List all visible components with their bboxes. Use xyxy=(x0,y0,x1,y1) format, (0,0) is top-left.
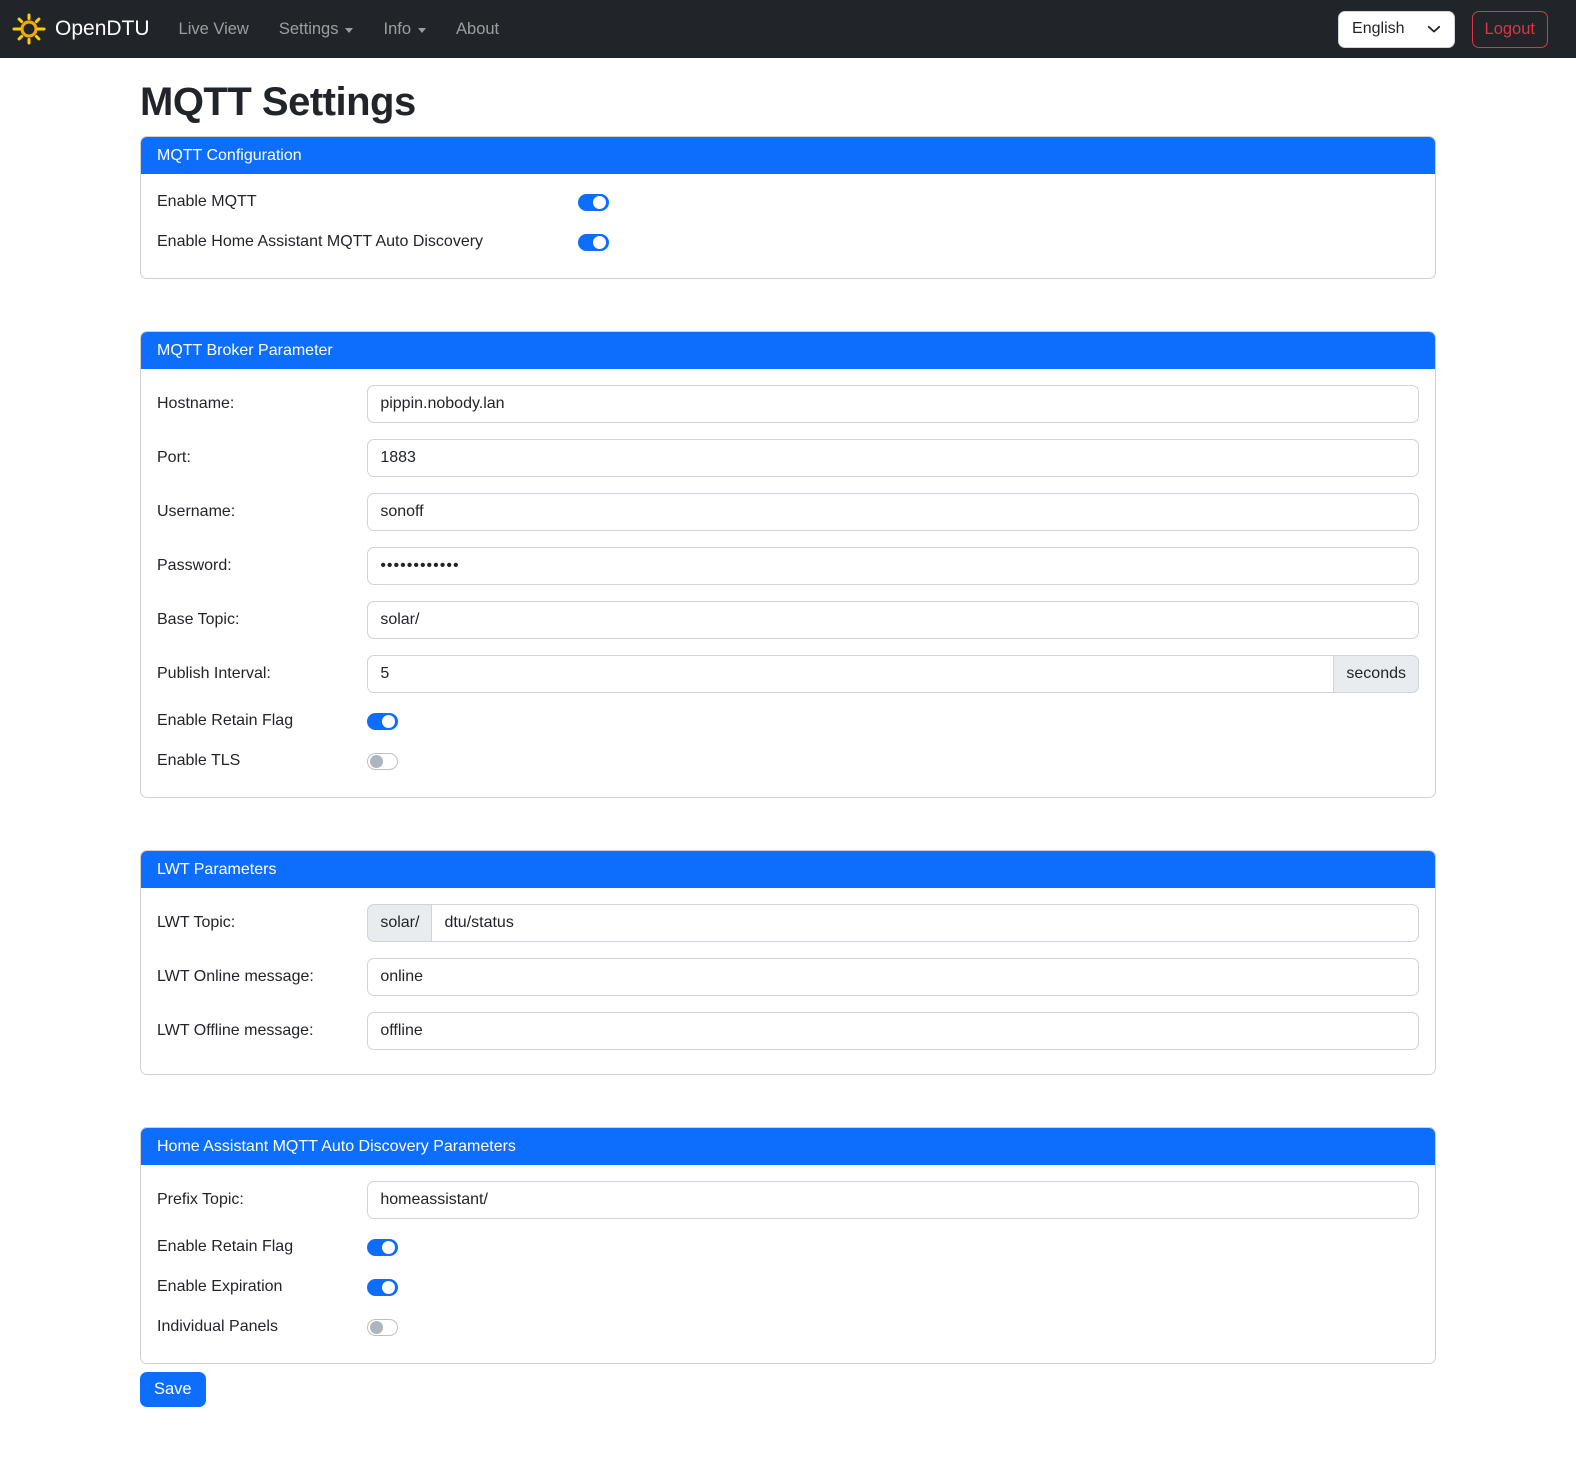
nav-item-live-view[interactable] xyxy=(164,12,264,47)
form-row-enable-mqtt xyxy=(157,190,1419,214)
field-label: Username: xyxy=(157,503,236,520)
field-label: LWT Offline message: xyxy=(157,1022,314,1039)
nav-item-about[interactable] xyxy=(441,12,514,47)
enable-mqtt-toggle[interactable] xyxy=(578,194,609,211)
nav-item-settings[interactable] xyxy=(264,12,369,47)
card-lwt-parameters xyxy=(140,850,1436,1075)
form-row-publish-interval xyxy=(157,655,1419,693)
card-body xyxy=(141,888,1435,1074)
card-body xyxy=(141,1165,1435,1363)
card-mqtt-configuration xyxy=(140,136,1436,279)
navbar-right xyxy=(1338,11,1548,48)
field-label: Publish Interval: xyxy=(157,665,271,682)
lwt-online-message-input[interactable] xyxy=(367,958,1419,996)
form-row-prefix-topic xyxy=(157,1181,1419,1219)
enable-expiration-toggle[interactable] xyxy=(367,1279,398,1296)
form-row-hass-expiration xyxy=(157,1275,1419,1299)
language-select[interactable] xyxy=(1338,11,1454,48)
logout-button[interactable]: Logout xyxy=(1472,11,1548,48)
card-header: MQTT Configuration xyxy=(141,137,1435,174)
publish-interval-input[interactable] xyxy=(367,655,1334,693)
hostname-input[interactable] xyxy=(367,385,1419,423)
card-header: Home Assistant MQTT Auto Discovery Parameters xyxy=(141,1128,1435,1165)
form-row-base-topic xyxy=(157,601,1419,639)
nav-item-label: Info xyxy=(383,19,412,38)
form-row-enable-retain xyxy=(157,709,1419,733)
card-header: MQTT Broker Parameter xyxy=(141,332,1435,369)
field-label: Enable TLS xyxy=(157,752,241,769)
field-label: Prefix Topic: xyxy=(157,1191,244,1208)
nav-item-info[interactable] xyxy=(368,12,441,47)
card-body xyxy=(141,369,1435,797)
field-label: Enable Expiration xyxy=(157,1278,283,1295)
hass-retain-flag-toggle[interactable] xyxy=(367,1239,398,1256)
prefix-topic-input[interactable] xyxy=(367,1181,1419,1219)
nav-item-label: Settings xyxy=(278,19,339,38)
form-row-enable-hass-discovery xyxy=(157,230,1419,254)
lwt-offline-message-input[interactable] xyxy=(367,1012,1419,1050)
lwt-topic-prefix-addon: solar/ xyxy=(367,904,431,942)
card-header: LWT Parameters xyxy=(141,851,1435,888)
caret-down-icon xyxy=(345,28,353,33)
navbar xyxy=(0,0,1576,58)
brand-name: OpenDTU xyxy=(55,17,150,40)
password-input[interactable] xyxy=(367,547,1419,585)
field-label: Hostname: xyxy=(157,395,235,412)
username-input[interactable] xyxy=(367,493,1419,531)
field-label: Port: xyxy=(157,449,191,466)
enable-retain-flag-toggle[interactable] xyxy=(367,713,398,730)
enable-tls-toggle[interactable] xyxy=(367,753,398,770)
field-label: Enable Retain Flag xyxy=(157,712,294,729)
form-row-lwt-topic xyxy=(157,904,1419,942)
field-label: Enable Retain Flag xyxy=(157,1238,294,1255)
field-label: Password: xyxy=(157,557,232,574)
nav-links xyxy=(164,12,515,47)
form-row-lwt-online xyxy=(157,958,1419,996)
card-hass-discovery-parameters xyxy=(140,1127,1436,1364)
individual-panels-toggle[interactable] xyxy=(367,1319,398,1336)
save-button[interactable]: Save xyxy=(140,1372,206,1407)
caret-down-icon xyxy=(418,28,426,33)
language-select-value: English xyxy=(1352,20,1405,37)
page-title: MQTT Settings xyxy=(140,80,416,124)
field-label: Enable Home Assistant MQTT Auto Discovery xyxy=(157,233,484,250)
form-row-password xyxy=(157,547,1419,585)
card-mqtt-broker-parameter xyxy=(140,331,1436,798)
form-row-lwt-offline xyxy=(157,1012,1419,1050)
lwt-topic-input[interactable] xyxy=(431,904,1419,942)
chevron-down-icon xyxy=(1427,22,1441,36)
enable-hass-discovery-toggle[interactable] xyxy=(578,234,609,251)
form-row-port xyxy=(157,439,1419,477)
main-content xyxy=(128,78,1448,1427)
base-topic-input[interactable] xyxy=(367,601,1419,639)
field-label: Enable MQTT xyxy=(157,193,257,210)
field-label: LWT Online message: xyxy=(157,968,314,985)
card-body xyxy=(141,174,1435,278)
form-row-individual-panels xyxy=(157,1315,1419,1339)
field-label: Individual Panels xyxy=(157,1318,278,1335)
field-label: Base Topic: xyxy=(157,611,240,628)
sun-icon xyxy=(12,12,46,46)
nav-item-label: Live View xyxy=(178,19,249,38)
nav-item-label: About xyxy=(456,19,500,38)
brand[interactable] xyxy=(12,12,150,46)
form-row-hass-retain xyxy=(157,1235,1419,1259)
field-label: LWT Topic: xyxy=(157,914,236,931)
form-row-enable-tls xyxy=(157,749,1419,773)
port-input[interactable] xyxy=(367,439,1419,477)
seconds-addon: seconds xyxy=(1334,655,1419,693)
form-row-username xyxy=(157,493,1419,531)
form-row-hostname xyxy=(157,385,1419,423)
